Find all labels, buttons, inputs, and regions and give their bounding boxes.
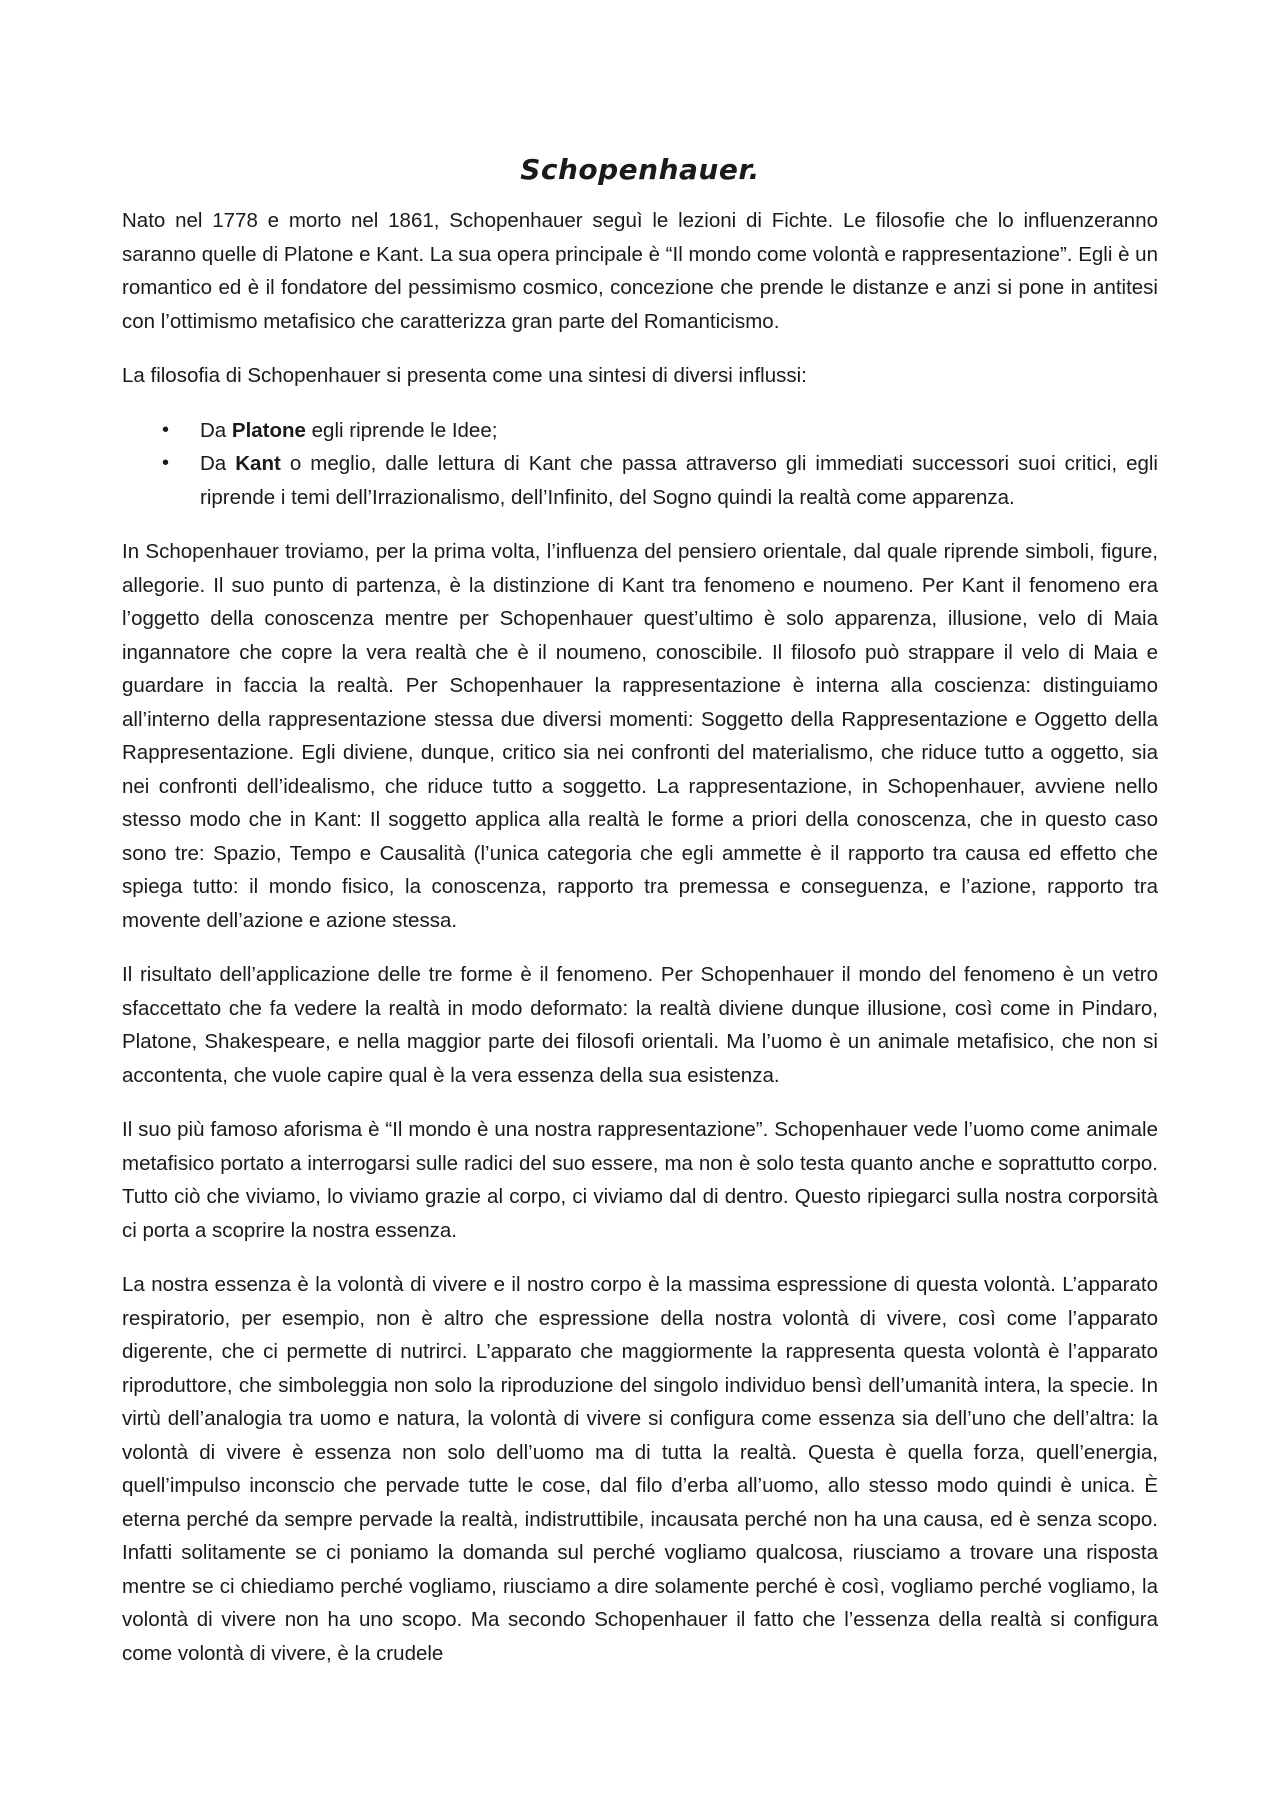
list-item-prefix: Da	[200, 452, 236, 475]
paragraph-oriental-influence: In Schopenhauer troviamo, per la prima volta, l’influenza del pensiero orientale, dal quale riprende simboli, figure, allegorie. Il suo punto di partenza, è la distinzione di Kant tra fenomeno e noumeno. Per Kant il fenomeno era l’oggetto della conoscenza mentre per Schopenhauer quest’ultimo è solo apparenza, illusione, velo di Maia ingannatore che copre la vera realtà che è il noumeno, conoscibile. Il filosofo può strappare il velo di Maia e guardare in faccia la realtà. Per Schopenhauer la rappresentazione è interna alla coscienza: distinguiamo all’interno della rappresentazione stessa due diversi momenti: Soggetto della Rappresentazione e Oggetto della Rappresentazione. Egli diviene, dunque, critico sia nei confronti del materialismo, che riduce tutto a oggetto, sia nei confronti dell’idealismo, che riduce tutto a soggetto. La rappresentazione, in Schopenhauer, avviene nello stesso modo che in Kant: Il soggetto applica alla realtà le forme a priori della conoscenza, che in questo caso sono tre: Spazio, Tempo e Causalità (l’unica categoria che egli ammette è il rapporto tra causa ed effetto che spiega tutto: il mondo fisico, la conoscenza, rapporto tra premessa e conseguenza, e l’azione, rapporto tra movente dell’azione e azione stessa.	[122, 540, 1158, 932]
paragraph-influences-lead: La filosofia di Schopenhauer si presenta come una sintesi di diversi influssi:	[122, 364, 807, 387]
list-item	[122, 447, 1158, 514]
list-item-text: o meglio, dalle lettura di Kant che passa attraverso gli immediati successori suoi critici, egli riprende i temi dell’Irrazionalismo, dell’Infinito, del Sogno quindi la realtà come apparenza.	[200, 452, 1158, 509]
paragraph-phenomenon: Il risultato dell’applicazione delle tre forme è il fenomeno. Per Schopenhauer il mondo del fenomeno è un vetro sfaccettato che fa vedere la realtà in modo deformato: la realtà diviene dunque illusione, così come in Pindaro, Platone, Shakespeare, e nella maggior parte dei filosofi orientali. Ma l’uomo è un animale metafisico, che non si accontenta, che vuole capire qual è la vera essenza della sua esistenza.	[122, 963, 1158, 1087]
bullet-icon: •	[162, 418, 170, 441]
list-item	[122, 414, 1158, 448]
list-item-bold: Platone	[231, 418, 306, 442]
paragraph-aphorism: Il suo più famoso aforisma è “Il mondo è una nostra rappresentazione”. Schopenhauer vede l’uomo come animale metafisico portato a interrogarsi sulle radici del suo essere, ma non è solo testa quanto anche e soprattutto corpo. Tutto ciò che viviamo, lo viviamo grazie al corpo, ci viviamo dal di dentro. Questo ripiegarci sulla nostra corporsità ci porta a scoprire la nostra essenza.	[122, 1118, 1158, 1242]
paragraph-will-to-live: La nostra essenza è la volontà di vivere e il nostro corpo è la massima espressione di questa volontà. L’apparato respiratorio, per esempio, non è altro che espressione della nostra volontà di vivere, così come l’apparato digerente, che ci permette di nutrirci. L’apparato che maggiormente la rappresenta questa volontà è l’apparato riproduttore, che simboleggia non solo la riproduzione del singolo individuo bensì dell’umanità intera, la specie. In virtù dell’analogia tra uomo e natura, la volontà di vivere si configura come essenza sia dell’uno che dell’altra: la volontà di vivere è essenza non solo dell’uomo ma di tutta la realtà. Questa è quella forza, quell’energia, quell’impulso inconscio che pervade tutte le cose, dal filo d’erba all’uomo, allo stesso modo quindi è unica. È eterna perché da sempre pervade la realtà, indistruttibile, incausata perché non ha una causa, ed è senza scopo. Infatti solitamente se ci poniamo la domanda sul perché vogliamo qualcosa, riusciamo a trovare una risposta mentre se ci chiediamo perché vogliamo, riusciamo a dire solamente perché è così, vogliamo perché vogliamo, la volontà di vivere non ha uno scopo. Ma secondo Schopenhauer il fatto che l’essenza della realtà si configura come volontà di vivere, è la crudele	[122, 1273, 1158, 1665]
list-item-prefix: Da	[200, 418, 232, 442]
list-item-text: egli riprende le Idee;	[305, 418, 498, 442]
list-item-bold: Kant	[235, 452, 281, 475]
page-title: Schopenhauer.	[520, 153, 760, 186]
bullet-icon: •	[162, 452, 170, 474]
document-body	[122, 150, 1158, 1691]
paragraph-intro: Nato nel 1778 e morto nel 1861, Schopenhauer seguì le lezioni di Fichte. Le filosofie che lo influenzeranno saranno quelle di Platone e Kant. La sua opera principale è “Il mondo come volontà e rappresentazione”. Egli è un romantico ed è il fondatore del pessimismo cosmico, concezione che prende le distanze e anzi si pone in antitesi con l’ottimismo metafisico che caratterizza gran parte del Romanticismo.	[122, 209, 1158, 333]
influences-list	[122, 414, 1158, 515]
